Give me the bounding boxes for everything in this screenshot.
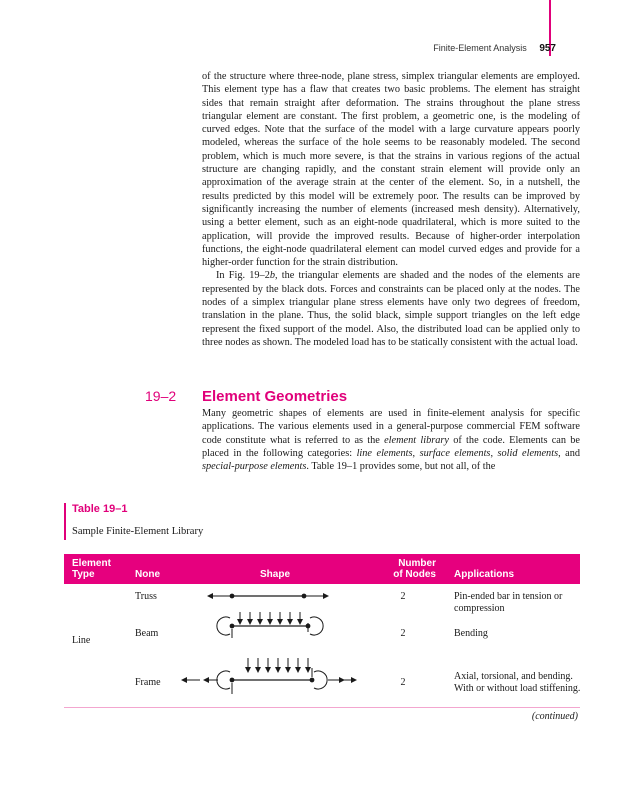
running-title: Finite-Element Analysis: [433, 43, 527, 53]
row-truss-name: Truss: [135, 591, 157, 602]
row-beam-name: Beam: [135, 628, 159, 639]
page-number: 957: [539, 43, 556, 54]
beam-right-moment: [310, 617, 323, 635]
row-truss-nodes: 2: [400, 591, 406, 602]
table-accent-rule: [64, 503, 66, 540]
intro-paragraph: of the structure where three-node, plane stress, simplex triangular elements are employed. This element type has a flaw that creates two basic problems. The element has straight sides that remain straight after deformation. The strains throughout the plane stress triangular element are constant. The first problem, a geometric one, is the modeling of curved edges. Note that the surface of the model with a large curvature appears poorly modeled, whereas the surface of the hole seems to be reasonably modeled. The second problem, which is much more severe, is that the strains in various regions of the actual structure are changing rapidly, and the constant strain element will provide only an approximation of the average strain at the center of the element. So, in a nutshell, the results predicted by this model will be extremely poor. The results can be improved by significantly increasing the number of elements (increased mesh density). Alternatively, using a better element, such as an eight-node quadrilateral, which is more suited to the application, will provide the improved results. Because of higher-order interpolation functions, the eight-node quadrilateral element can model curved edges and provide for a higher-order function for the strain distribution.: [202, 71, 580, 269]
sec-text-4: ,: [490, 447, 498, 459]
frame-right-moment: [314, 671, 327, 689]
sec-em-2: line elements: [356, 447, 413, 459]
beam-shape: [200, 606, 340, 646]
truss-node-left: [230, 594, 235, 599]
sec-text-5: , and: [558, 447, 581, 459]
fig-paragraph-a: In Fig. 19–2: [216, 270, 270, 282]
beam-node-left: [230, 624, 235, 629]
header-applications: Applications: [454, 569, 515, 580]
group-label-line: Line: [72, 635, 91, 646]
row-truss-application: Pin-ended bar in tension or compression: [454, 591, 563, 614]
section-number: 19–2: [145, 388, 177, 404]
row-beam-nodes: 2: [400, 628, 406, 639]
header-nodes-2: of Nodes: [393, 569, 436, 580]
row-beam-application: Bending: [454, 628, 488, 639]
truss-shape: [200, 584, 340, 608]
section-title: Element Geometries: [202, 388, 348, 405]
sec-em-4: solid elements: [497, 447, 559, 459]
sec-em-5: special-purpose elements: [202, 461, 307, 473]
row-frame-name: Frame: [135, 677, 161, 688]
header-element-type-2: Type: [72, 569, 95, 580]
row-frame-nodes: 2: [400, 677, 406, 688]
table-header: [64, 554, 580, 584]
sec-text-3: ,: [412, 447, 420, 459]
header-element-type-1: Element: [72, 558, 111, 569]
frame-node-left: [230, 678, 235, 683]
table-bottom-rule: [64, 707, 580, 708]
row-frame-application: Axial, torsional, and bending. With or without load stiffening.: [454, 671, 581, 694]
fig-paragraph-b: , the triangular elements are shaded and the nodes of the elements are represented by the black dots. Forces and constraints can be placed only at the nodes. The nodes of a simplex triangular plane stress elements have only two degrees of freedom, translation in the plane. Thus, the solid black, simple support triangles on the left edge represent the fixed support of the model. Also, the distributed load can be applied only to three nodes as shown. The modeled load has to be statically consistent with the actual load.: [202, 270, 580, 348]
section-paragraph: [202, 407, 580, 473]
fig-paragraph-italic: b: [269, 270, 276, 282]
section-heading: [145, 388, 585, 406]
sec-em-1: element library: [384, 434, 449, 446]
frame-node-right: [310, 678, 315, 683]
sec-text-2: of the code. Elements can be placed in the following categories:: [202, 434, 580, 459]
continued-note: (continued): [531, 711, 578, 722]
frame-left-moment: [217, 671, 230, 689]
frame-distributed-load: [248, 658, 308, 672]
sec-text-6: . Table 19–1 provides some, but not all, of the: [306, 461, 496, 473]
fig-paragraph: [202, 269, 580, 349]
table-caption: Sample Finite-Element Library: [72, 526, 204, 537]
beam-left-moment: [217, 617, 230, 635]
truss-node-right: [302, 594, 307, 599]
header-name: None: [135, 569, 160, 580]
table-label: Table 19–1: [72, 503, 128, 515]
header-nodes-1: Number: [398, 558, 436, 569]
body-text: [202, 70, 580, 349]
frame-shape: [178, 654, 358, 698]
beam-distributed-load: [240, 612, 300, 624]
header-shape: Shape: [260, 569, 291, 580]
sec-text-1: Many geometric shapes of elements are used in finite-element analysis for specific applications. The various elements used in a general-purpose commercial FEM software code constitute what is referred to as the: [202, 408, 580, 446]
sec-em-3: surface elements: [419, 447, 491, 459]
running-head: [433, 43, 556, 54]
